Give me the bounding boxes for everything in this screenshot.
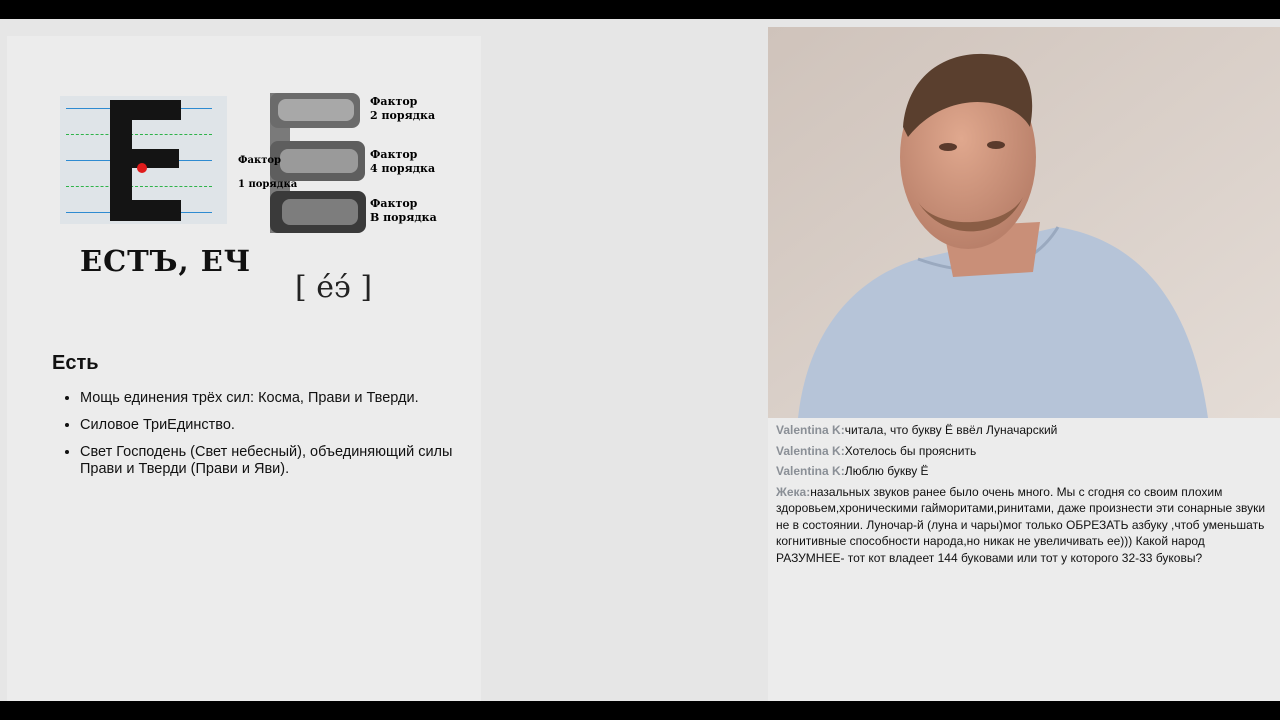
factor-label: Фактор (370, 95, 418, 108)
factor-label: 1 порядка (238, 179, 298, 190)
letter-e-glyph (60, 96, 227, 224)
factor-diagram (230, 83, 437, 243)
bullet-item: • Мощь единения трёх сил: Косма, Прави и Тверди. (80, 390, 460, 407)
presentation-stage (0, 19, 1280, 701)
factor-label: Фактор (370, 197, 418, 210)
chat-text: назальных звуков ранее было очень много. Мы с сгодня со своим плохим здоровьем,хроническими гайморитами,ринитами, даже произнести эти сонарные звуки не в состоянии. Луночар-й (луна и чары)мог только ОБРЕЗАТЬ азбуку ,чтоб уменьшать когнитивные способности народа,но никак не увеличивать ее))) Какой народ РАЗУМНЕЕ- тот кот владеет 144 буковами или тот у которого 32-33 буковы? (776, 484, 1266, 565)
chat-author: Жека: (776, 484, 811, 499)
bullet-item: • Свет Господень (Свет небесный), объединяющий силы Прави и Тверди (Прави и Яви). (80, 444, 460, 478)
chat-message (776, 422, 1272, 439)
chat-panel (768, 418, 1280, 701)
factor-label: 4 порядка (370, 162, 436, 175)
chat-message (776, 463, 1272, 480)
presenter-video-frame (768, 27, 1280, 418)
chat-author: Valentina K: (776, 464, 845, 478)
chat-message (776, 443, 1272, 460)
chat-message (776, 484, 1272, 567)
old-letter-names: ЕСТЪ, ЕЧ (80, 244, 252, 278)
phonetic-transcription: [ е́э́ ] (295, 270, 373, 305)
chat-text: Хотелось бы прояснить (844, 443, 977, 458)
slide-bullet-list (55, 390, 460, 488)
chat-text: читала, что букву Ё ввёл Луначарский (844, 423, 1058, 437)
letter-e-card (60, 96, 227, 224)
factor-label: Фактор (370, 148, 418, 161)
chat-author: Valentina K: (776, 443, 845, 458)
factor-label: 2 порядка (370, 109, 436, 122)
slide-heading: Есть (52, 352, 99, 374)
chat-author: Valentina K: (776, 423, 845, 437)
factor-label: Фактор (238, 155, 282, 166)
factor-label: В порядка (370, 211, 437, 224)
slide-panel (7, 36, 481, 701)
chat-text: Люблю букву Ё (844, 464, 929, 478)
webcam-video[interactable] (768, 27, 1280, 418)
bullet-item: • Силовое ТриЕдинство. (80, 417, 460, 434)
